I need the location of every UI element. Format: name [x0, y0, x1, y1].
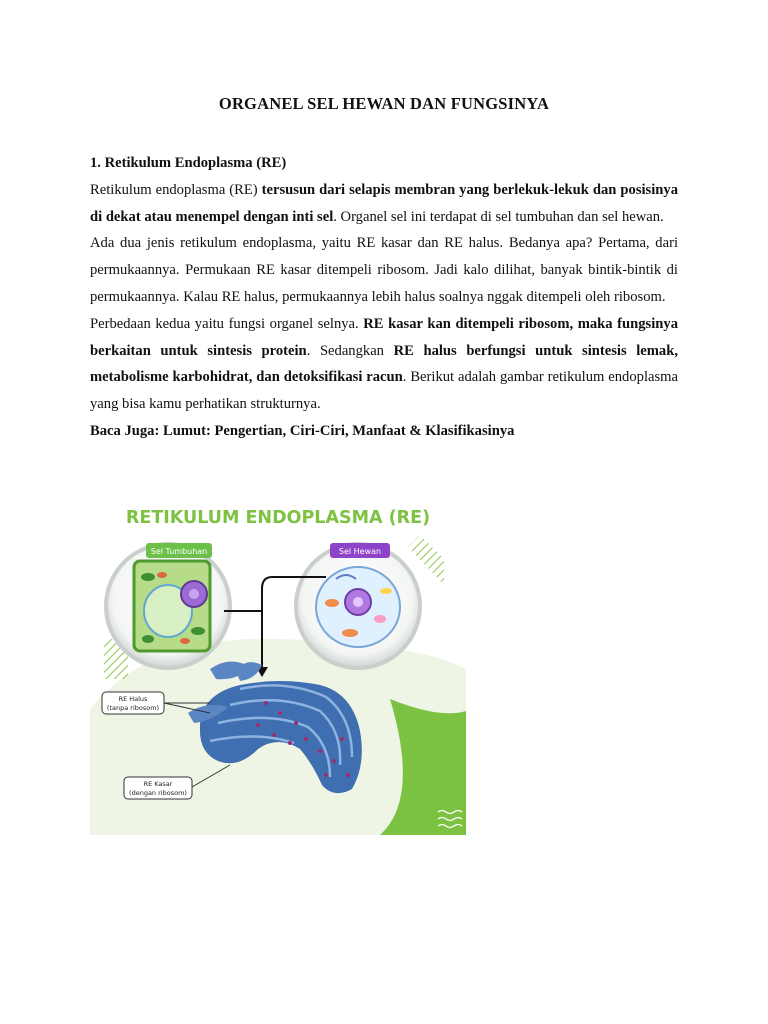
- p3-bold-1: RE kasar kan ditempeli ribosom, maka fungsinya berkaitan untuk sintesis protein: [90, 315, 679, 359]
- p1-text-a: Retikulum endoplasma (RE): [90, 181, 262, 198]
- animal-badge: [330, 543, 390, 558]
- p3-text-a: Perbedaan kedua yaitu fungsi organel selnya.: [90, 315, 364, 332]
- p3-text-c: . Sedangkan: [306, 342, 394, 359]
- figure-title: RETIKULUM ENDOPLASMA (RE): [125, 508, 431, 528]
- plant-badge-label: Sel Tumbuhan: [150, 547, 208, 556]
- paragraph-3: [90, 311, 678, 418]
- animal-badge-label: Sel Hewan: [338, 547, 382, 556]
- label-re-kasar-line1: RE Kasar: [143, 780, 173, 788]
- label-re-halus-line1: RE Halus: [118, 695, 148, 703]
- er-illustration: [90, 499, 466, 835]
- section-heading: 1. Retikulum Endoplasma (RE): [90, 155, 287, 171]
- p3-bold-2: RE halus berfungsi untuk sintesis lemak, metabolisme karbohidrat, dan detoksifikasi racun: [90, 342, 678, 386]
- plant-cell-lens: [106, 544, 230, 668]
- paragraph-1: [90, 177, 678, 231]
- p1-bold: tersusun dari selapis membran yang berlekuk-lekuk dan posisinya di dekat atau menempel dengan inti sel: [90, 181, 679, 225]
- animal-cell-lens: [296, 544, 420, 668]
- plant-badge: [146, 543, 212, 558]
- paragraph-2: Ada dua jenis retikulum endoplasma, yaitu RE kasar dan RE halus. Bedanya apa? Pertama, dari permukaannya. Permukaan RE kasar ditempeli ribosom. Jadi kalo dilihat, banyak bintik-bintik di permukaannya. Kalau RE halus, permukaannya lebih halus soalnya nggak ditempeli oleh ribosom.: [90, 235, 678, 305]
- document-title: ORGANEL SEL HEWAN DAN FUNGSINYA: [218, 94, 550, 113]
- label-re-kasar-line2: (dengan ribosom): [129, 789, 187, 797]
- p1-text-c: . Organel sel ini terdapat di sel tumbuhan dan sel hewan.: [333, 208, 664, 225]
- label-re-halus-line2: (tanpa ribosom): [106, 704, 160, 712]
- see-also-link[interactable]: Baca Juga: Lumut: Pengertian, Ciri-Ciri, Manfaat & Klasifikasinya: [90, 422, 515, 439]
- p3-text-e: . Berikut adalah gambar retikulum endoplasma yang bisa kamu perhatikan strukturnya.: [90, 369, 678, 413]
- er-figure: [90, 499, 466, 835]
- document-body: [90, 150, 678, 445]
